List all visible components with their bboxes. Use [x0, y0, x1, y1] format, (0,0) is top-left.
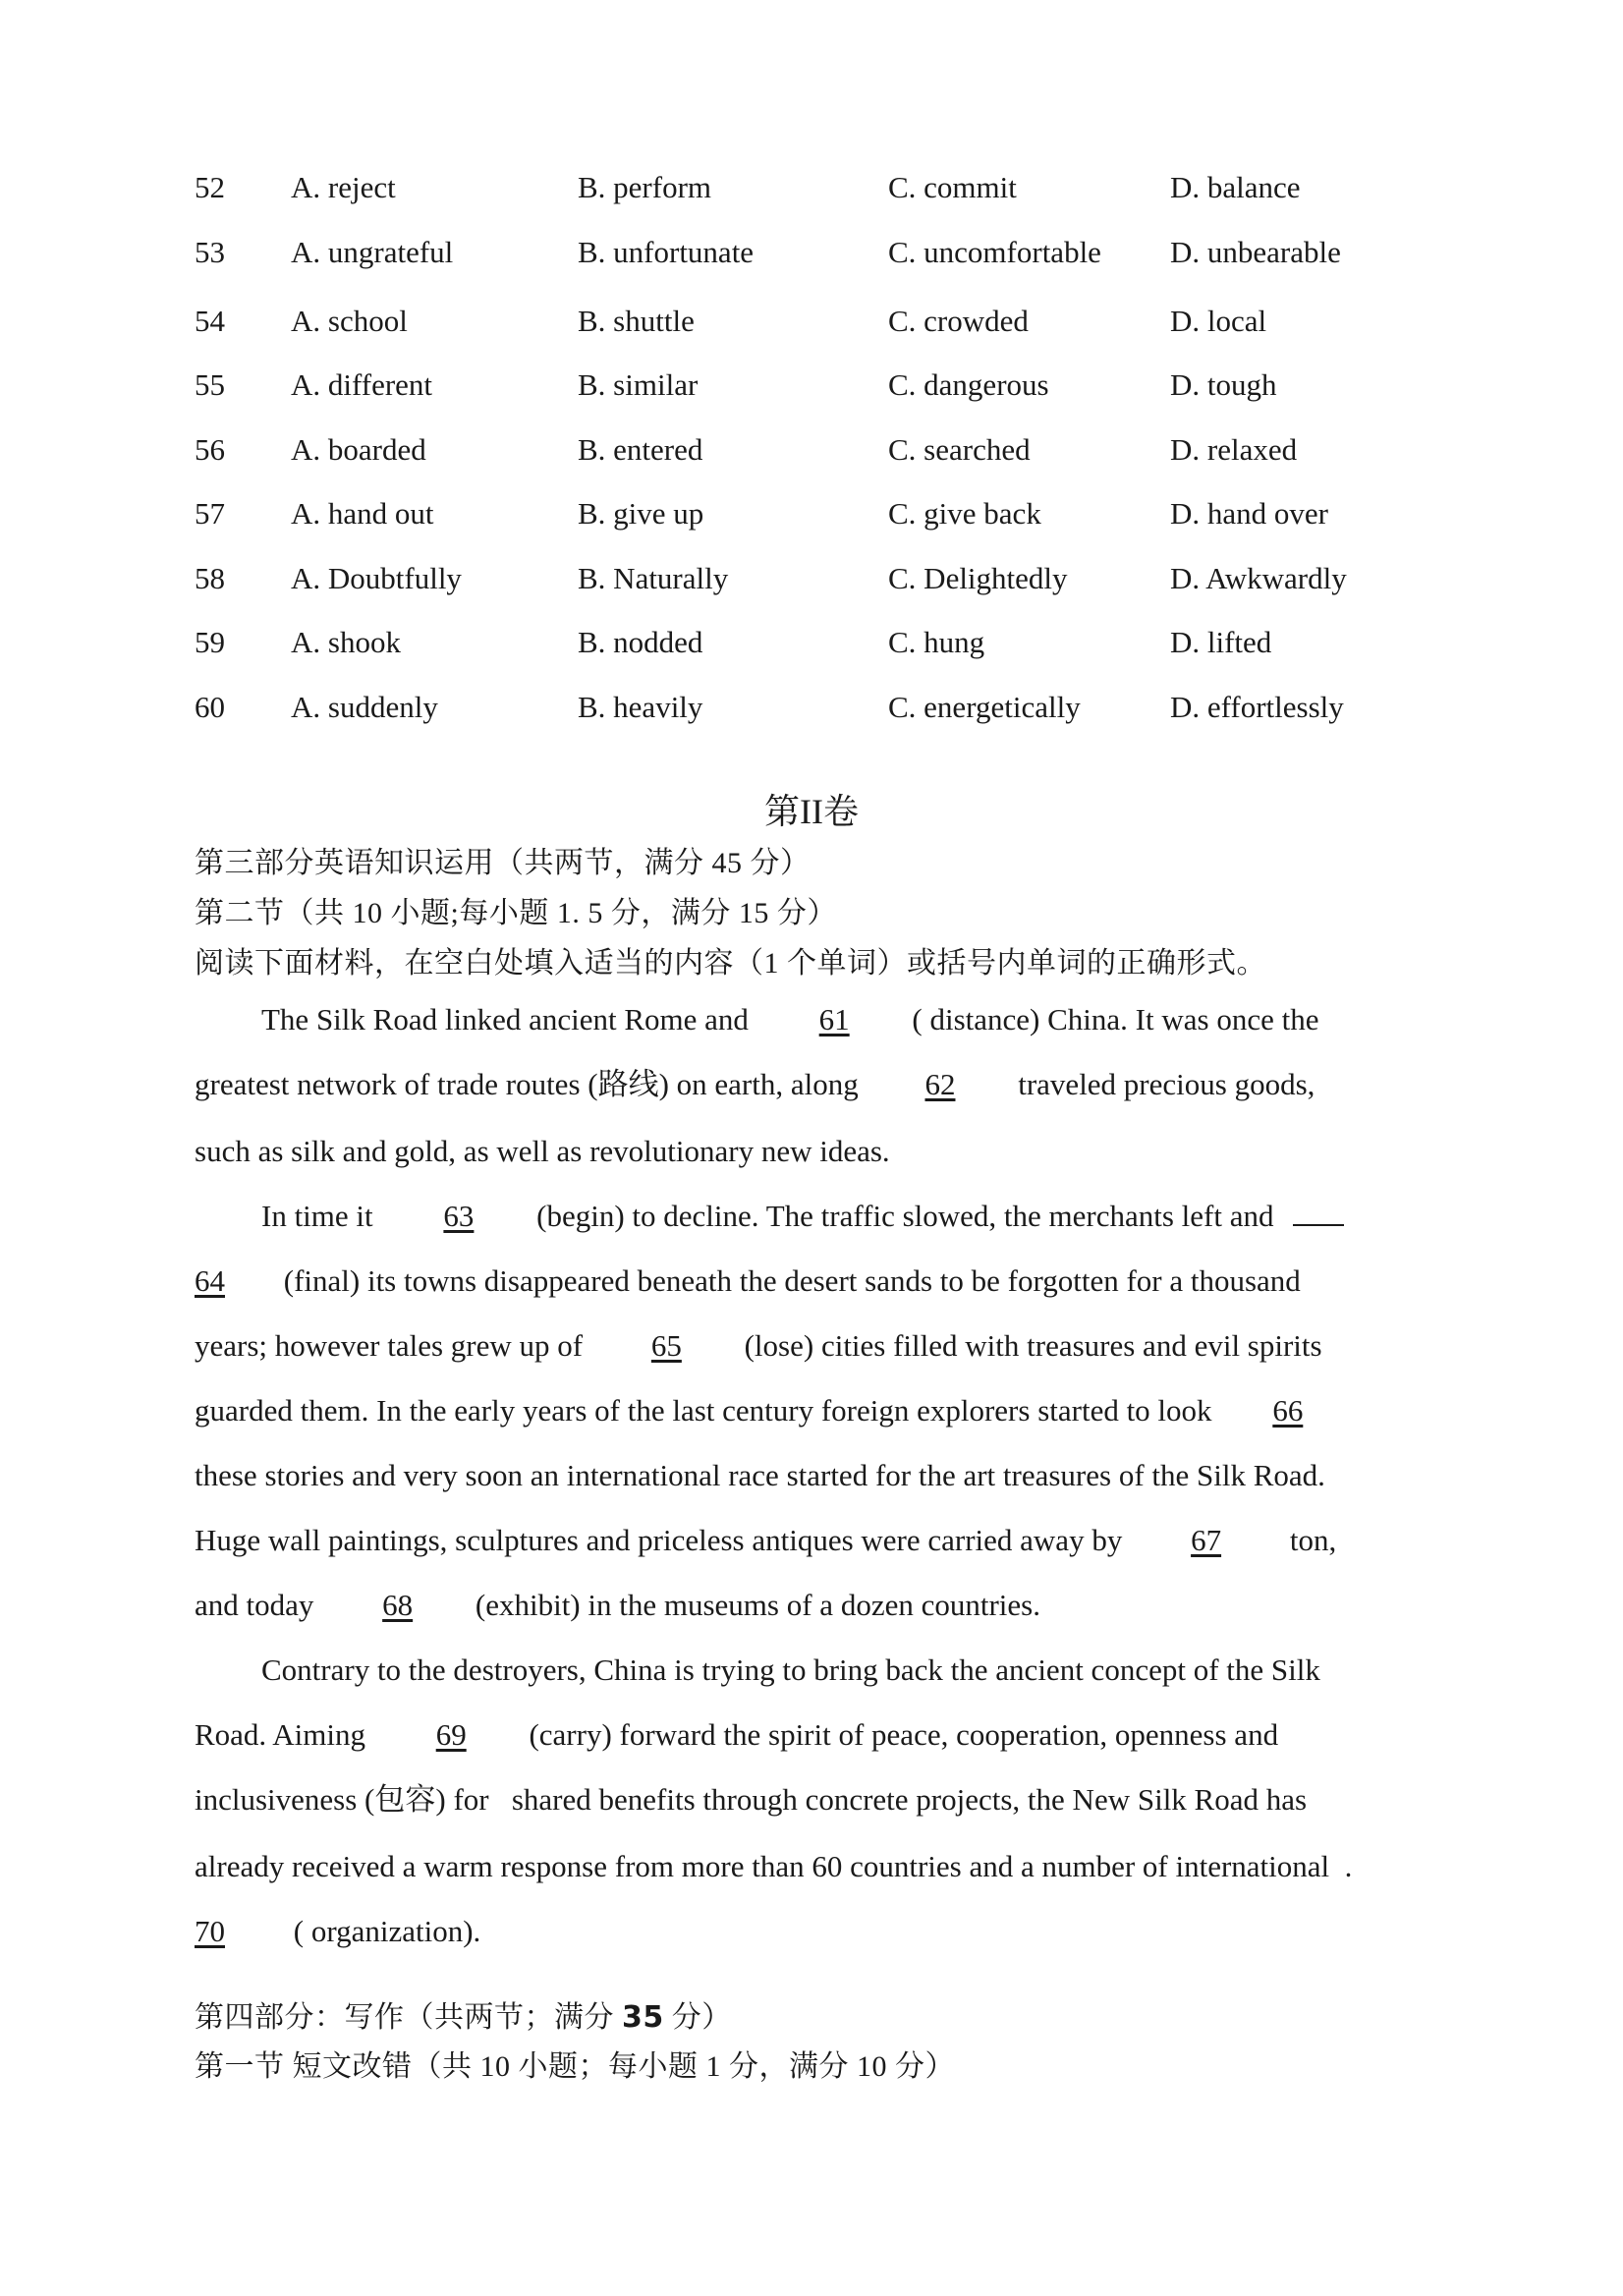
option-d: D. Awkwardly: [1170, 560, 1347, 595]
option-c: C. give back: [888, 496, 1041, 531]
option-b: B. Naturally: [578, 560, 729, 595]
part4-section1-heading: 第一节 短文改错（共 10 小题；每小题 1 分，满分 10 分）: [195, 2050, 955, 2083]
option-c: C. Delightedly: [888, 560, 1068, 595]
question-number: 52: [195, 170, 225, 204]
question-number: 60: [195, 689, 225, 724]
option-d: D. relaxed: [1170, 431, 1298, 467]
passage-text: In time it: [261, 1199, 373, 1233]
option-b: B. entered: [578, 431, 703, 467]
blank-61: 61: [818, 1002, 850, 1036]
passage-text: such as silk and gold, as well as revolutionary new ideas.: [195, 1134, 890, 1168]
passage-line: [195, 1909, 480, 1954]
question-number: 59: [195, 625, 225, 659]
option-b: B. unfortunate: [578, 234, 755, 269]
question-number: 53: [195, 234, 225, 269]
passage-line: [261, 1648, 1320, 1693]
part4-score: 35: [622, 2000, 664, 2035]
passage-line: [261, 1194, 1344, 1239]
blank-64: 64: [195, 1263, 225, 1298]
blank-62: 62: [924, 1067, 956, 1101]
part4-heading-text: 分）: [663, 2001, 732, 2034]
option-row: [195, 491, 1432, 556]
option-c: C. commit: [888, 170, 1017, 204]
passage-text: (final) its towns disappeared beneath the desert sands to be forgotten for a thousand: [283, 1263, 1301, 1298]
option-d: D. effortlessly: [1170, 689, 1344, 724]
option-row: [195, 620, 1432, 685]
passage-text: these stories and very soon an international race started for the art treasures of the Silk Road.: [195, 1458, 1325, 1492]
passage-line: [195, 1323, 1322, 1369]
option-c: C. dangerous: [888, 367, 1049, 402]
passage-text: Huge wall paintings, sculptures and priceless antiques were carried away by: [195, 1523, 1123, 1557]
blank-66: 66: [1272, 1393, 1304, 1428]
passage-line: [195, 1583, 1040, 1628]
passage-text: inclusiveness (包容) for shared benefits through concrete projects, the New Silk Road has: [195, 1782, 1308, 1817]
options-table: [195, 165, 1432, 749]
passage-line: [195, 1453, 1325, 1498]
passage-line: [195, 1712, 1278, 1758]
option-c: C. crowded: [888, 303, 1029, 338]
blank-67: 67: [1191, 1523, 1222, 1557]
option-b: B. heavily: [578, 689, 703, 724]
question-number: 57: [195, 496, 225, 531]
option-a: A. ungrateful: [291, 234, 454, 269]
option-d: D. local: [1170, 303, 1267, 338]
passage-text: years; however tales grew up of: [195, 1328, 584, 1363]
option-a: A. boarded: [291, 431, 426, 467]
option-row: [195, 427, 1432, 492]
passage-text: greatest network of trade routes (路线) on earth, along: [195, 1067, 859, 1101]
passage-text: Contrary to the destroyers, China is trying to bring back the ancient concept of the Silk: [261, 1652, 1320, 1687]
option-b: B. shuttle: [578, 303, 695, 338]
option-d: D. tough: [1170, 367, 1277, 402]
question-number: 54: [195, 303, 225, 338]
passage-text: The Silk Road linked ancient Rome and: [261, 1002, 749, 1036]
option-c: C. uncomfortable: [888, 234, 1101, 269]
option-c: C. searched: [888, 431, 1031, 467]
part4-heading: [195, 1996, 732, 2040]
option-c: C. energetically: [888, 689, 1081, 724]
option-row: [195, 556, 1432, 621]
option-c: C. hung: [888, 625, 985, 659]
blank-68: 68: [382, 1588, 414, 1622]
passage-text: traveled precious goods,: [1018, 1067, 1315, 1101]
option-row: [195, 165, 1432, 230]
option-a: A. hand out: [291, 496, 434, 531]
passage-text: already received a warm response from more than 60 countries and a number of international .: [195, 1849, 1353, 1883]
option-d: D. unbearable: [1170, 234, 1341, 269]
passage-text: (begin) to decline. The traffic slowed, the merchants left and: [536, 1199, 1274, 1233]
option-a: A. suddenly: [291, 689, 438, 724]
passage-text: guarded them. In the early years of the last century foreign explorers started to look: [195, 1393, 1212, 1428]
option-b: B. nodded: [578, 625, 703, 659]
passage-line: [195, 1518, 1336, 1563]
passage-line: [195, 1129, 890, 1174]
passage-text: (exhibit) in the museums of a dozen countries.: [475, 1588, 1040, 1622]
passage-text: (carry) forward the spirit of peace, cooperation, openness and: [529, 1717, 1279, 1752]
option-row: [195, 685, 1432, 750]
volume-title: 第II卷: [764, 792, 859, 831]
option-row: [195, 363, 1432, 427]
option-a: A. shook: [291, 625, 401, 659]
option-a: A. Doubtfully: [291, 560, 462, 595]
blank-underline: [1293, 1197, 1344, 1226]
passage-text: and today: [195, 1588, 314, 1622]
passage-text: (lose) cities filled with treasures and evil spirits: [744, 1328, 1322, 1363]
option-row: [195, 299, 1432, 364]
passage-line: [195, 1844, 1352, 1889]
passage-line: [261, 997, 1318, 1042]
part4-heading-text: 第四部分：写作（共两节；满分: [195, 2001, 622, 2034]
option-d: D. hand over: [1170, 496, 1328, 531]
option-d: D. balance: [1170, 170, 1301, 204]
passage-line: [195, 1388, 1342, 1433]
question-number: 56: [195, 431, 225, 467]
blank-65: 65: [650, 1328, 682, 1363]
passage-text: ( distance) China. It was once the: [912, 1002, 1319, 1036]
blank-69: 69: [435, 1717, 467, 1752]
option-b: B. perform: [578, 170, 712, 204]
option-b: B. similar: [578, 367, 699, 402]
question-number: 58: [195, 560, 225, 595]
question-number: 55: [195, 367, 225, 402]
passage-text: ( organization).: [293, 1914, 481, 1948]
option-a: A. different: [291, 367, 433, 402]
passage-text: Road. Aiming: [195, 1717, 365, 1752]
option-a: A. school: [291, 303, 408, 338]
option-row: [195, 230, 1432, 299]
part3-heading: 第三部分英语知识运用（共两节，满分 45 分）: [195, 847, 811, 879]
passage-line: [195, 1259, 1301, 1304]
passage-line: [195, 1062, 1315, 1107]
section2-heading: 第二节（共 10 小题;每小题 1. 5 分，满分 15 分）: [195, 897, 837, 929]
blank-63: 63: [443, 1199, 475, 1233]
blank-70: 70: [195, 1914, 225, 1948]
passage-line: [195, 1777, 1307, 1822]
option-a: A. reject: [291, 170, 396, 204]
instruction-text: 阅读下面材料，在空白处填入适当的内容（1 个单词）或括号内单词的正确形式。: [195, 947, 1266, 980]
passage-text: ton,: [1289, 1523, 1337, 1557]
option-b: B. give up: [578, 496, 704, 531]
option-d: D. lifted: [1170, 625, 1272, 659]
